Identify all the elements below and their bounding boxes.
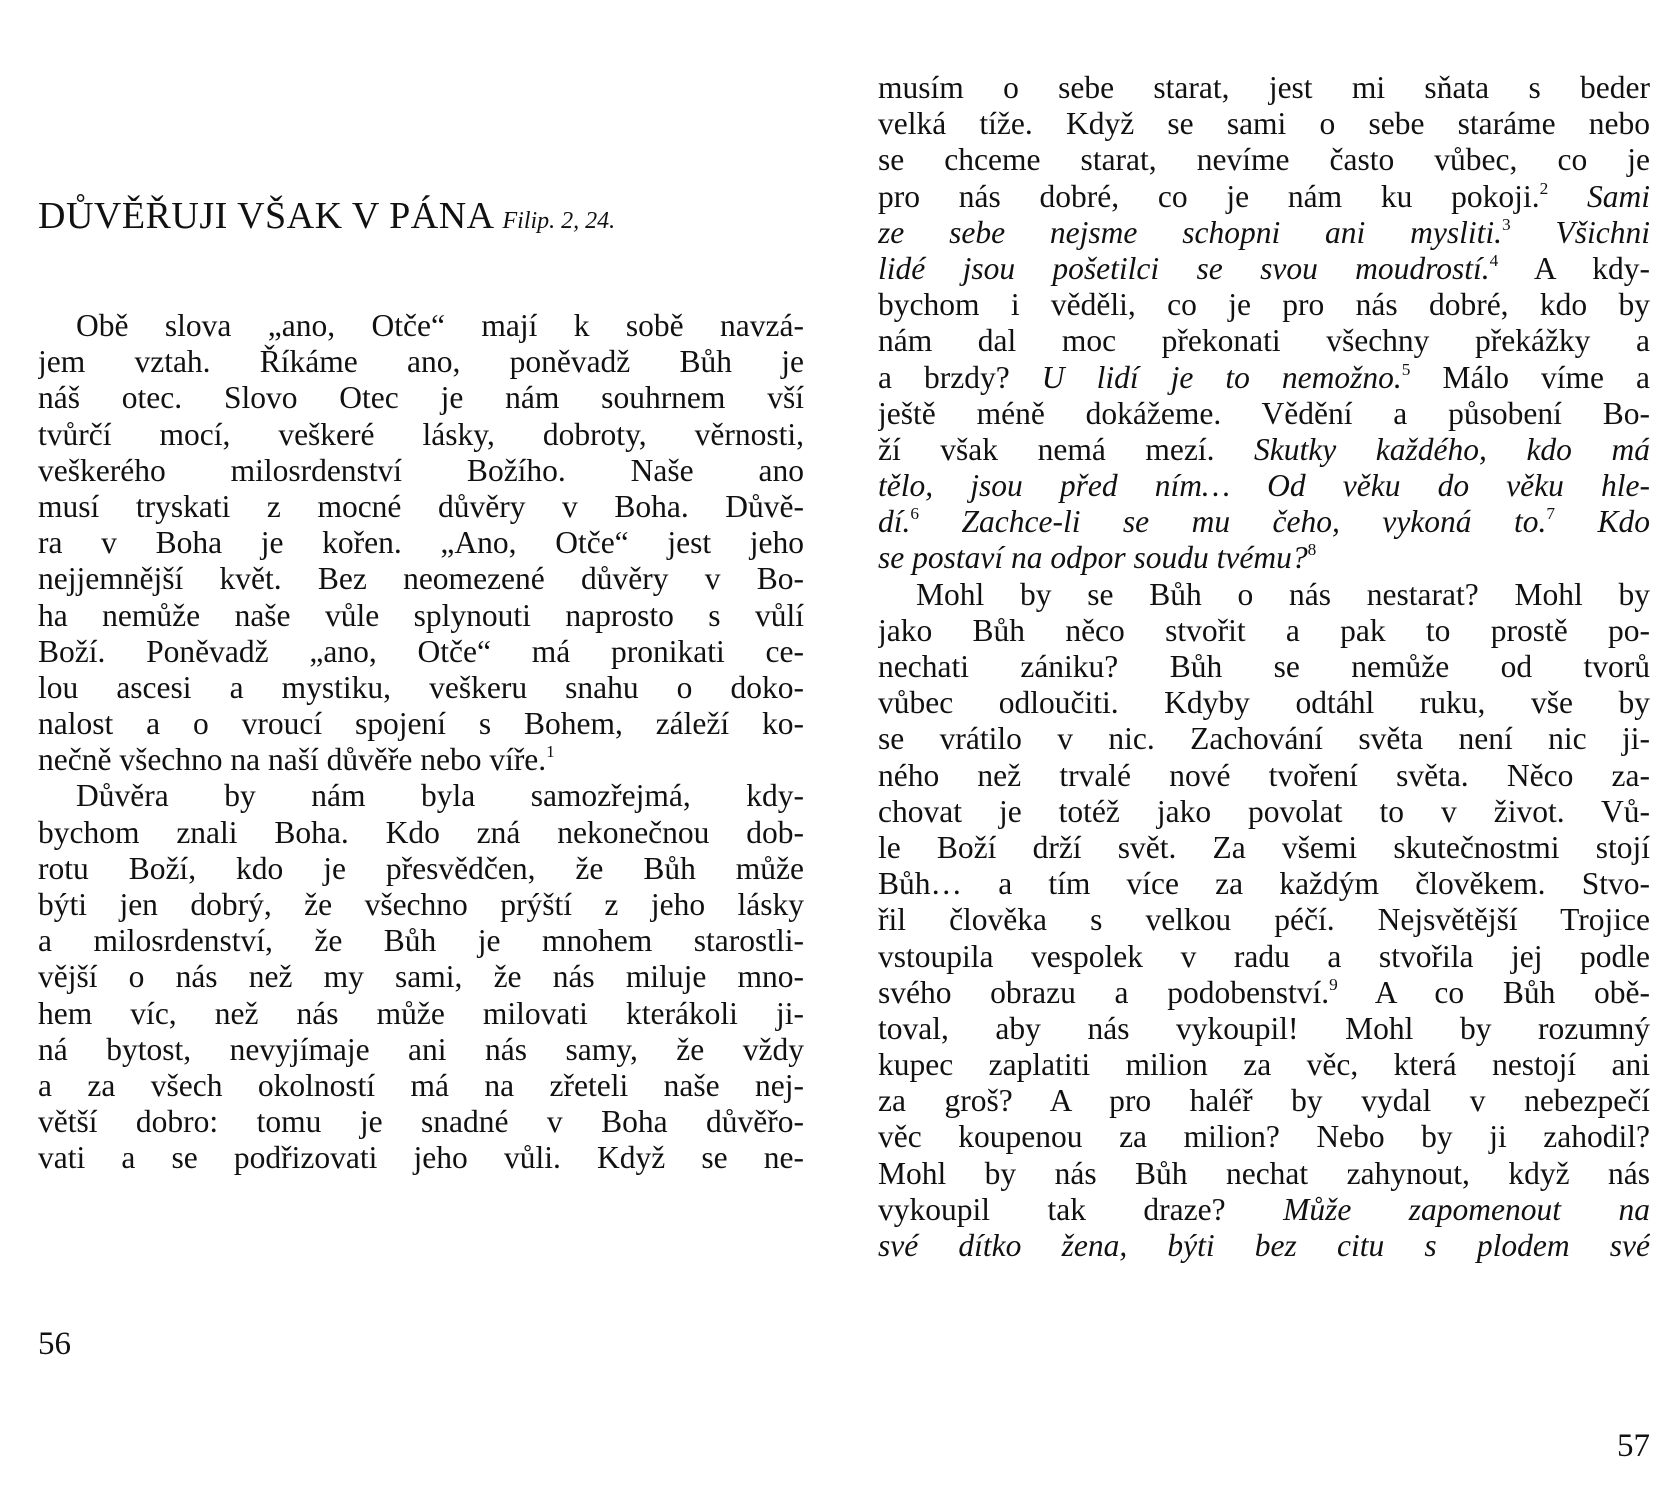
- text-line: [878, 251, 1650, 287]
- text-line: za groš? A pro haléř by vydal v nebezpečí: [878, 1083, 1650, 1119]
- text-line: musí tryskati z mocné důvěry v Boha. Důvě-: [38, 488, 804, 524]
- scripture-quote: Skutky každého, kdo má: [1254, 431, 1650, 467]
- footnote-mark: 4: [1489, 250, 1499, 270]
- line-text: A co Bůh obě-: [1374, 974, 1650, 1010]
- right-page: [878, 0, 1650, 1501]
- scripture-quote: Zachce-li se mu čeho, vykoná to.: [961, 504, 1547, 540]
- text-line: vstoupila vespolek v radu a stvořila jej podle: [878, 938, 1650, 974]
- text-line: ná bytost, nevyjímaje ani nás samy, že vždy: [38, 1031, 804, 1067]
- text-line: se chceme starat, nevíme často vůbec, co je: [878, 142, 1650, 178]
- text-line: le Boží drží svět. Za všemi skutečnostmi stojí: [878, 829, 1650, 865]
- text-line: náš otec. Slovo Otec je nám souhrnem vší: [38, 380, 804, 416]
- chapter-title-reference: Filip. 2, 24.: [502, 208, 616, 234]
- page-number: 56: [38, 1326, 71, 1362]
- text-line: rotu Boží, kdo je přesvědčen, že Bůh může: [38, 850, 804, 886]
- text-line: býti jen dobrý, že všechno prýští z jeho lásky: [38, 887, 804, 922]
- line-text: pro nás dobré, co je nám ku pokoji.: [878, 178, 1540, 214]
- text-line: [878, 504, 1650, 540]
- text-line: Důvěra by nám byla samozřejmá, kdy-: [76, 778, 804, 814]
- text-line: kupec zaplatiti milion za věc, která nestojí ani: [878, 1047, 1650, 1083]
- text-line: vůbec odloučiti. Kdyby odtáhl ruku, vše by: [878, 685, 1650, 721]
- scripture-quote: své dítko žena, býti bez citu s plodem své: [878, 1228, 1650, 1263]
- text-line: se vrátilo v nic. Zachování světa není nic ji-: [878, 721, 1650, 757]
- footnote-mark: 8: [1307, 540, 1317, 560]
- chapter-title: [38, 192, 615, 245]
- text-line: hem víc, než nás může milovati kterákoli ji-: [38, 995, 804, 1031]
- text-line: ha nemůže naše vůle splynouti naprosto s vůlí: [38, 597, 804, 633]
- text-line: bychom znali Boha. Kdo zná nekonečnou dob-: [38, 814, 804, 850]
- footnote-mark: 3: [1502, 214, 1511, 234]
- text-line: [878, 1192, 1650, 1228]
- text-line: ného než trvalé nové tvoření světa. Něco za-: [878, 757, 1650, 793]
- chapter-title-text: DŮVĚŘUJI VŠAK V PÁNA: [38, 195, 493, 237]
- text-line: tvůrčí mocí, veškeré lásky, dobroty, věrnosti,: [38, 416, 804, 452]
- page-number: 57: [1617, 1428, 1650, 1464]
- scripture-quote: ze sebe nejsme schopni ani mysliti.: [878, 214, 1503, 250]
- footnote-mark: 1: [546, 742, 555, 762]
- text-line: veškerého milosrdenství Božího. Naše ano: [38, 452, 804, 488]
- line-text: svého obrazu a podobenství.: [878, 974, 1330, 1010]
- text-line: [878, 975, 1650, 1011]
- left-page-text: [38, 308, 804, 1177]
- line-text: nečně všechno na naší důvěře nebo víře.: [38, 742, 547, 778]
- text-line: lou ascesi a mystiku, veškeru snahu o doko-: [38, 669, 804, 705]
- footnote-mark: 5: [1401, 359, 1411, 379]
- text-line: bychom i věděli, co je pro nás dobré, kdo by: [878, 287, 1650, 323]
- text-line: nejjemnější květ. Bez neomezené důvěry v Bo-: [38, 561, 804, 597]
- line-text: A kdy-: [1533, 250, 1650, 286]
- text-line: [878, 360, 1650, 396]
- text-line: [38, 742, 804, 778]
- text-line: vati a se podřizovati jeho vůli. Když se ne-: [38, 1140, 804, 1176]
- scripture-quote: se postaví na odpor soudu tvému?: [878, 540, 1308, 576]
- line-text: ží však nemá mezí.: [878, 431, 1215, 467]
- text-line: nám dal moc překonati všechny překážky a: [878, 323, 1650, 359]
- text-line: vější o nás než my sami, že nás miluje mno-: [38, 959, 804, 995]
- left-page: [38, 0, 804, 1501]
- text-line: [878, 215, 1650, 251]
- text-line: [878, 540, 1650, 576]
- text-line: nalost a o vroucí spojení s Bohem, záleží ko-: [38, 706, 804, 742]
- scripture-quote: tělo, jsou před ním… Od věku do věku hle-: [878, 468, 1650, 504]
- text-line: jem vztah. Říkáme ano, poněvadž Bůh je: [38, 344, 804, 380]
- text-line: Mohl by nás Bůh nechat zahynout, když nás: [878, 1155, 1650, 1191]
- line-text: a brzdy?: [878, 359, 1010, 395]
- text-line: [878, 1228, 1650, 1264]
- text-line: Obě slova „ano, Otče“ mají k sobě navzá-: [76, 308, 804, 343]
- text-line: velká tíže. Když se sami o sebe staráme nebo: [878, 106, 1650, 142]
- scripture-quote: Může zapomenout na: [1283, 1191, 1650, 1227]
- text-line: [878, 468, 1650, 504]
- footnote-mark: 7: [1546, 504, 1556, 524]
- text-line: toval, aby nás vykoupil! Mohl by rozumný: [878, 1010, 1650, 1046]
- line-text: vykoupil tak draze?: [878, 1191, 1226, 1227]
- text-line: a milosrdenství, že Bůh je mnohem starostli-: [38, 923, 804, 959]
- scripture-quote: Kdo: [1597, 504, 1650, 540]
- text-line: [878, 432, 1650, 468]
- text-line: [878, 179, 1650, 215]
- text-line: větší dobro: tomu je snadné v Boha důvěřo-: [38, 1104, 804, 1140]
- scripture-quote: Sami: [1587, 178, 1650, 214]
- text-line: ra v Boha je kořen. „Ano, Otče“ jest jeho: [38, 525, 804, 561]
- text-line: ještě méně dokážeme. Vědění a působení Bo-: [878, 395, 1650, 431]
- footnote-mark: 6: [910, 504, 920, 524]
- text-line: jako Bůh něco stvořit a pak to prostě po-: [878, 612, 1650, 648]
- scripture-quote: U lidí je to nemožno.: [1041, 359, 1402, 395]
- scripture-quote: lidé jsou pošetilci se svou moudrostí.: [878, 250, 1490, 286]
- text-line: chovat je totéž jako povolat to v život. Vů-: [878, 793, 1650, 829]
- text-line: a za všech okolností má na zřeteli naše nej-: [38, 1067, 804, 1103]
- right-page-text: [878, 70, 1650, 1264]
- text-line: Boží. Poněvadž „ano, Otče“ má pronikati ce-: [38, 633, 804, 669]
- text-line: řil člověka s velkou péčí. Nejsvětější Trojice: [878, 902, 1650, 938]
- text-line: musím o sebe starat, jest mi sňata s beder: [878, 70, 1650, 105]
- text-line: věc koupenou za milion? Nebo by ji zahodil?: [878, 1119, 1650, 1155]
- text-line: nechati zániku? Bůh se nemůže od tvorů: [878, 649, 1650, 684]
- text-line: Bůh… a tím více za každým člověkem. Stvo-: [878, 866, 1650, 902]
- footnote-mark: 2: [1539, 178, 1549, 198]
- scripture-quote: dí.: [878, 504, 911, 540]
- line-text: Málo víme a: [1442, 359, 1650, 395]
- scripture-quote: Všichni: [1555, 214, 1650, 250]
- text-line: Mohl by se Bůh o nás nestarat? Mohl by: [916, 576, 1650, 612]
- footnote-mark: 9: [1329, 974, 1338, 994]
